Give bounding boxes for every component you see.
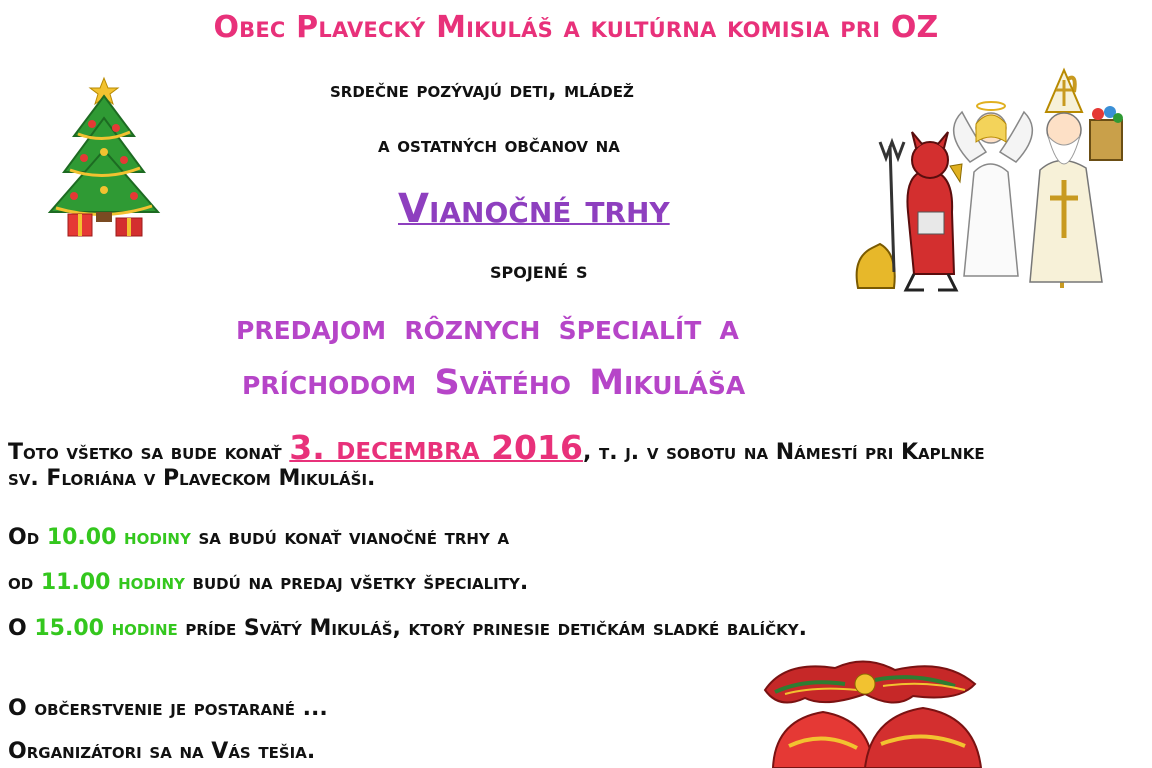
schedule-item xyxy=(8,525,509,550)
christmas-tree-icon xyxy=(44,74,164,240)
christmas-bells-illustration xyxy=(745,650,1015,768)
specials-line-1: predajom rôznych špecialít a xyxy=(236,308,739,348)
refreshments-note: O občerstvenie je postarané ... xyxy=(8,696,328,721)
event-info-line-2: sv. Floriána v Plaveckom Mikuláši. xyxy=(8,466,376,491)
event-info-line-1 xyxy=(8,428,985,467)
event-date: 3. decembra 2016 xyxy=(289,428,583,467)
event-place: , t. j. v sobotu na Námestí pri Kaplnke xyxy=(582,440,985,465)
schedule-prefix: O xyxy=(8,616,35,641)
headline: Vianočné trhy xyxy=(398,186,670,232)
schedule-text: sa budú konať vianočné trhy a xyxy=(190,525,510,550)
devil-angel-saint-nicholas-illustration xyxy=(850,62,1125,298)
schedule-prefix: Od xyxy=(8,525,47,550)
schedule-text: príde Svätý Mikuláš, ktorý prinesie detičkám sladké balíčky. xyxy=(177,616,807,641)
event-intro: Toto všetko sa bude konať xyxy=(8,440,282,465)
schedule-prefix: od xyxy=(8,570,41,595)
specials-line-2: príchodom Svätého Mikuláša xyxy=(242,363,746,403)
schedule-item xyxy=(8,616,807,641)
schedule-time: 15.00 hodine xyxy=(34,616,178,641)
page-title: Obec Plavecký Mikuláš a kultúrna komisia pri OZ xyxy=(213,10,939,45)
schedule-time: 11.00 hodiny xyxy=(40,570,185,595)
invite-line-2: a ostatných občanov na xyxy=(378,133,620,158)
joined-with-text: spojené s xyxy=(490,258,588,284)
schedule-item xyxy=(8,570,528,595)
schedule-time: 10.00 hodiny xyxy=(46,525,191,550)
invite-line-1: srdečne pozývajú deti, mládež xyxy=(330,78,634,103)
organizers-note: Organizátori sa na Vás tešia. xyxy=(8,739,316,764)
schedule-text: budú na predaj všetky špeciality. xyxy=(184,570,529,595)
